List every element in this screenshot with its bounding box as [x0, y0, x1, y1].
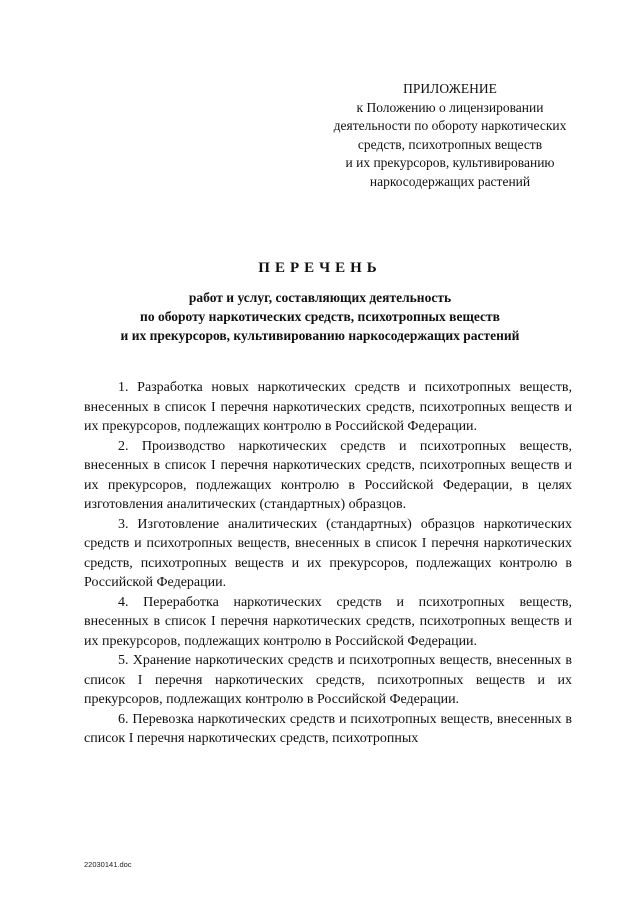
appendix-line: наркосодержащих растений	[369, 173, 531, 189]
appendix-line: и их прекурсоров, культивированию	[345, 155, 555, 170]
list-item: 3. Изготовление аналитических (стандартных) образцов наркотических средств и психотропных веществ, внесенных в список I перечня наркотических средств, психотропных веществ и их прекурсоров, подлежащих контролю в Российской Федерации.	[84, 516, 572, 590]
list-item: 1. Разработка новых наркотических средств и психотропных веществ, внесенных в список I перечня наркотических средств, психотропных веществ и их прекурсоров, подлежащих контролю в Российской Федерации.	[84, 380, 572, 434]
list-item: 6. Перевозка наркотических средств и психотропных веществ, внесенных в список I перечня наркотических средств, психотропных	[84, 711, 572, 746]
list-item: 5. Хранение наркотических средств и психотропных веществ, внесенных в список I перечня наркотических средств, психотропных веществ и их прекурсоров, подлежащих контролю в Российской Федерации.	[84, 653, 572, 707]
appendix-line: к Положению о лицензировании	[356, 99, 544, 115]
subtitle-line: работ и услуг, составляющих деятельность	[188, 290, 452, 305]
subtitle-line: по обороту наркотических средств, психотропных веществ	[140, 309, 500, 324]
appendix-line: средств, психотропных веществ	[357, 136, 543, 152]
appendix-label: ПРИЛОЖЕНИЕ	[403, 81, 497, 96]
appendix-line: деятельности по обороту наркотических	[333, 118, 567, 133]
document-body	[84, 378, 572, 749]
list-item: 4. Переработка наркотических средств и психотропных веществ, внесенных в список I перечня наркотических средств, психотропных веществ и их прекурсоров, подлежащих контролю в Российской Федерации.	[84, 594, 572, 649]
list-item: 2. Производство наркотических средств и психотропных веществ, внесенных в список I перечня наркотических средств, психотропных веществ и их прекурсоров, подлежащих контролю в Российской Федерации, в целях изготовления аналитических (стандартных) образцов.	[84, 438, 572, 512]
document-title: ПЕРЕЧЕНЬ	[258, 260, 382, 276]
subtitle-line: и их прекурсоров, культивированию наркосодержащих растений	[120, 328, 520, 343]
footer-filename: 22030141.doc	[84, 860, 132, 869]
appendix-header	[300, 80, 600, 191]
document-subtitle	[40, 288, 600, 345]
